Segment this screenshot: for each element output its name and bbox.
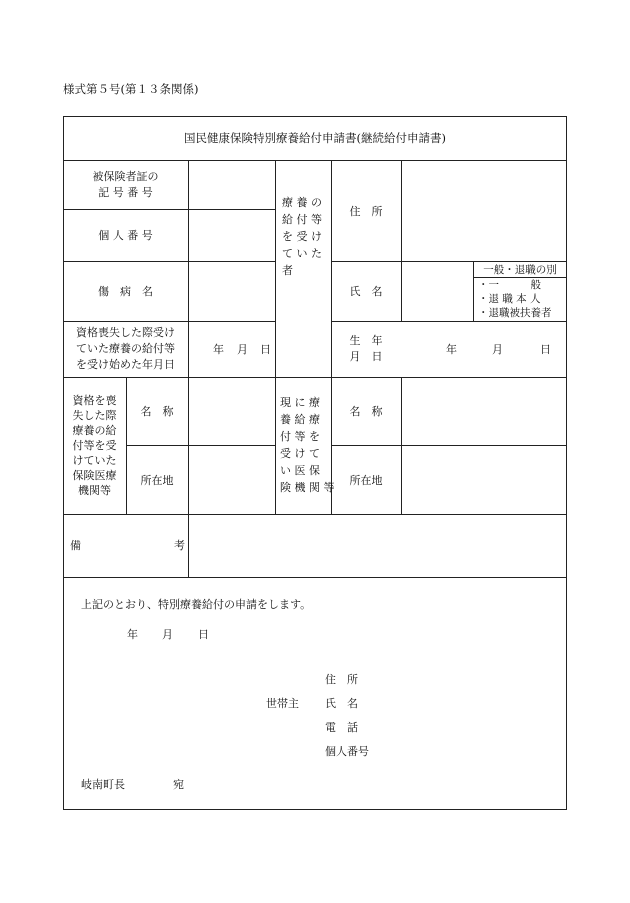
sign-personal-number-label: 個人番号 <box>325 745 369 758</box>
loss-date-year: 年 <box>213 343 224 356</box>
loss-date-month: 月 <box>237 343 248 356</box>
birth-date-year: 年 <box>446 343 457 356</box>
personal-number-label: 個 人 番 号 <box>98 229 153 242</box>
addressee-name: 岐南町長 <box>81 778 125 791</box>
sign-name-label: 氏 名 <box>325 697 358 710</box>
insured-cert-label: 被保険者証の 記 号 番 号 <box>92 169 159 199</box>
insured-cert-field[interactable] <box>189 161 274 208</box>
category-dependent[interactable]: ・退職被扶養者 <box>478 307 552 319</box>
sign-address-label: 住 所 <box>325 673 358 686</box>
current-inst-name-field[interactable] <box>402 378 566 444</box>
loss-date-day: 日 <box>260 343 271 356</box>
current-inst-name-label: 名 称 <box>349 405 383 418</box>
disease-name-field[interactable] <box>189 262 274 320</box>
remarks-label-right: 考 <box>174 539 185 552</box>
personal-number-field[interactable] <box>189 210 274 260</box>
current-inst-location-field[interactable] <box>402 446 566 513</box>
birth-date-month: 月 <box>492 343 503 356</box>
current-inst-location-label: 所在地 <box>349 473 383 487</box>
sign-date-year: 年 <box>127 628 138 641</box>
former-inst-name-label: 名 称 <box>140 405 174 418</box>
recipient-label: 療 養 の 給 付 等 を 受 け て い た 者 <box>282 196 322 277</box>
disease-name-label: 傷 病 名 <box>98 285 153 298</box>
remarks-field[interactable] <box>189 515 566 576</box>
former-institution-label: 資格を喪 失した際 療養の給 付等を受 けていた 保険医療 機関等 <box>72 394 117 497</box>
addressee-honorific: 宛 <box>173 778 184 791</box>
current-institution-label: 現 に 療 養 給 療 付 等 を 受 け て い 医 保 険 機 関 等 <box>280 396 335 494</box>
category-header: 一般・退職の別 <box>483 263 557 276</box>
former-inst-location-label: 所在地 <box>140 473 174 487</box>
name-field[interactable] <box>402 262 472 320</box>
sign-phone-label: 電 話 <box>325 721 358 734</box>
declaration-text: 上記のとおり、特別療養給付の申請をします。 <box>81 598 312 611</box>
category-retired[interactable]: ・退 職 本 人 <box>478 293 541 305</box>
remarks-label-left: 備 <box>70 539 81 552</box>
birth-date-label: 生 年 月 日 <box>349 334 383 363</box>
category-general[interactable]: ・一 般 <box>478 279 541 291</box>
address-field[interactable] <box>402 161 566 260</box>
form-number: 様式第５号(第１３条関係) <box>63 82 199 96</box>
name-label: 氏 名 <box>349 285 383 298</box>
household-head-label: 世帯主 <box>266 697 299 710</box>
birth-date-day: 日 <box>540 343 551 356</box>
sign-date-month: 月 <box>162 628 173 641</box>
form-title: 国民健康保険特別療養給付申請書(継続給付申請書) <box>184 131 446 145</box>
former-inst-name-field[interactable] <box>189 378 274 444</box>
loss-date-label: 資格喪失した際受け ていた療養の給付等 を受け始めた年月日 <box>76 326 175 371</box>
address-label: 住 所 <box>349 204 383 218</box>
former-inst-location-field[interactable] <box>189 446 274 513</box>
sign-date-day: 日 <box>198 628 209 641</box>
